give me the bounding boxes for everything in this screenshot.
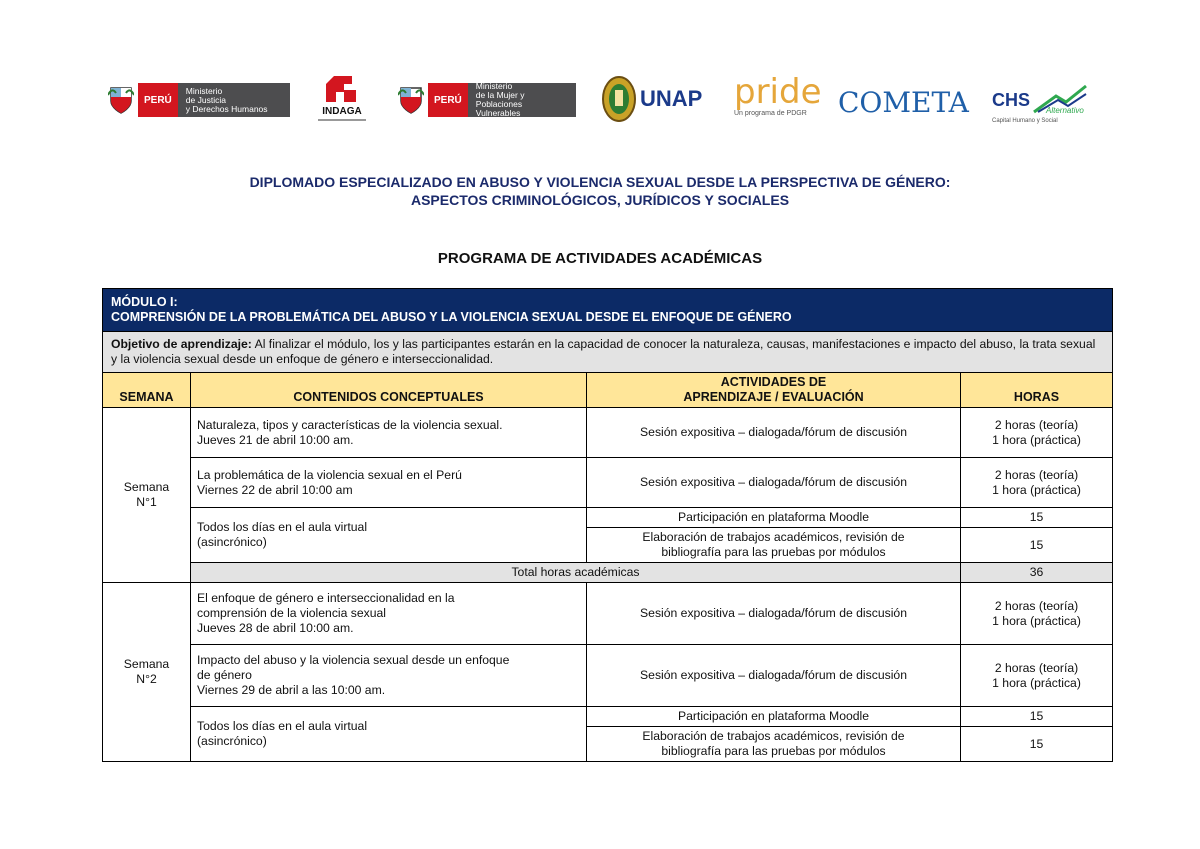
document-title-line-1: DIPLOMADO ESPECIALIZADO EN ABUSO Y VIOLENCIA SEXUAL DESDE LA PERSPECTIVA DE GÉNERO: <box>249 174 951 190</box>
content-cell: La problemática de la violencia sexual en el Perú Viernes 22 de abril 10:00 am <box>191 458 587 508</box>
activity-cell: Elaboración de trabajos académicos, revisión de bibliografía para las pruebas por módulos <box>587 528 961 563</box>
table-row <box>103 408 1113 458</box>
hours-cell: 15 <box>961 508 1113 528</box>
peru-shield-icon <box>108 85 134 115</box>
module-heading: MÓDULO I: COMPRENSIÓN DE LA PROBLEMÁTICA DEL ABUSO Y LA VIOLENCIA SEXUAL DESDE EL ENFOQUE DE GÉNERO <box>103 289 1113 332</box>
hours-cell: 15 <box>961 528 1113 563</box>
activity-cell: Elaboración de trabajos académicos, revisión de bibliografía para las pruebas por módulos <box>587 727 961 762</box>
pride-logo: pride Un programa de PDGR <box>734 72 822 117</box>
content-cell: El enfoque de género e interseccionalidad en la comprensión de la violencia sexual Jueves 28 de abril 10:00 am. <box>191 583 587 645</box>
minjus-text: Ministerio de Justicia y Derechos Humanos <box>178 83 290 117</box>
activity-cell: Participación en plataforma Moodle <box>587 707 961 727</box>
program-title: PROGRAMA DE ACTIVIDADES ACADÉMICAS <box>437 250 763 267</box>
mimp-text: Ministerio de la Mujer y Poblaciones Vulnerables <box>468 83 576 117</box>
header-actividades: ACTIVIDADES DE APRENDIZAJE / EVALUACIÓN <box>587 373 961 408</box>
total-value: 36 <box>961 563 1113 583</box>
objective-row <box>103 332 1113 373</box>
schedule-table <box>102 288 1113 762</box>
table-row <box>103 508 1113 528</box>
content-cell: Todos los días en el aula virtual (asincrónico) <box>191 707 587 762</box>
activity-cell: Sesión expositiva – dialogada/fórum de discusión <box>587 645 961 707</box>
learning-objective: Objetivo de aprendizaje: Al finalizar el módulo, los y las participantes estarán en la capacidad de conocer la naturaleza, causas, manifestaciones e impacto del abuso, la trata sexual y la violencia sexual desde un enfoque de género e interseccionalidad. <box>103 332 1113 373</box>
header-semana: SEMANA <box>103 373 191 408</box>
cometa-logo: COMETA <box>838 86 969 119</box>
table-row <box>103 707 1113 727</box>
header-horas: HORAS <box>961 373 1113 408</box>
hours-cell: 2 horas (teoría) 1 hora (práctica) <box>961 583 1113 645</box>
unap-seal-icon <box>602 76 636 122</box>
indaga-icon <box>322 74 362 104</box>
activity-cell: Participación en plataforma Moodle <box>587 508 961 528</box>
peru-label: PERÚ <box>428 83 468 117</box>
logo-bar <box>0 72 1200 132</box>
activity-cell: Sesión expositiva – dialogada/fórum de discusión <box>587 583 961 645</box>
chs-logo: CHS Alternativo Capital Humano y Social <box>992 80 1088 128</box>
hours-cell: 2 horas (teoría) 1 hora (práctica) <box>961 458 1113 508</box>
total-label: Total horas académicas <box>191 563 961 583</box>
content-cell: Naturaleza, tipos y características de la violencia sexual. Jueves 21 de abril 10:00 am. <box>191 408 587 458</box>
table-row <box>103 583 1113 645</box>
activity-cell: Sesión expositiva – dialogada/fórum de discusión <box>587 458 961 508</box>
unap-logo: UNAP <box>602 76 702 122</box>
minjus-logo <box>108 82 290 118</box>
activity-cell: Sesión expositiva – dialogada/fórum de discusión <box>587 408 961 458</box>
hours-cell: 2 horas (teoría) 1 hora (práctica) <box>961 645 1113 707</box>
content-cell: Todos los días en el aula virtual (asincrónico) <box>191 508 587 563</box>
hours-cell: 15 <box>961 707 1113 727</box>
content-cell: Impacto del abuso y la violencia sexual desde un enfoque de género Viernes 29 de abril a las 10:00 am. <box>191 645 587 707</box>
total-row <box>103 563 1113 583</box>
mimp-logo <box>398 82 576 118</box>
peru-shield-icon <box>398 85 424 115</box>
table-header-row <box>103 373 1113 408</box>
table-row <box>103 645 1113 707</box>
document-title-line-2: ASPECTOS CRIMINOLÓGICOS, JURÍDICOS Y SOCIALES <box>410 192 790 208</box>
header-contenidos: CONTENIDOS CONCEPTUALES <box>191 373 587 408</box>
indaga-logo: INDAGA <box>312 74 372 128</box>
week-label: Semana N°1 <box>103 408 191 583</box>
week-label: Semana N°2 <box>103 583 191 762</box>
hours-cell: 15 <box>961 727 1113 762</box>
hours-cell: 2 horas (teoría) 1 hora (práctica) <box>961 408 1113 458</box>
peru-label: PERÚ <box>138 83 178 117</box>
module-row <box>103 289 1113 332</box>
table-row <box>103 458 1113 508</box>
